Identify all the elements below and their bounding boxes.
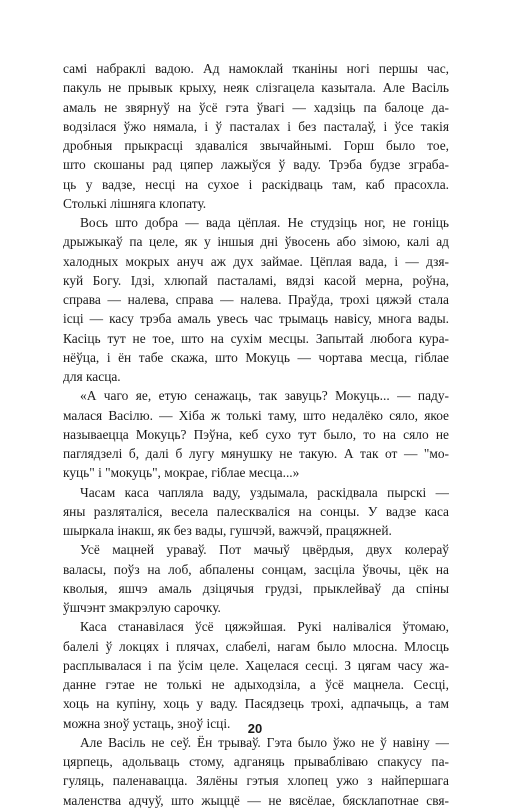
paragraph-7 bbox=[63, 733, 449, 810]
text-line: куй Богу. Ідзі, хлюпай пасталамі, вядзі касой мерна, роўна, bbox=[63, 272, 449, 288]
page-number: 20 bbox=[247, 721, 263, 736]
text-line: пакуль не прывык крыху, неяк слізгацела казытала. Але Васіль bbox=[63, 80, 449, 96]
body-text bbox=[63, 59, 449, 810]
text-line: ць у вадзе, несці на сухое і раскідваць там, каб прасохла. bbox=[63, 176, 449, 192]
paragraph-2 bbox=[63, 213, 449, 386]
paragraph-4 bbox=[63, 483, 449, 541]
paragraph-5 bbox=[63, 540, 449, 617]
text-line: можна зноў устаць, зноў ісці. bbox=[63, 715, 231, 731]
text-line: Але Васіль не сеў. Ён трываў. Гэта было ўжо не ў навіну — bbox=[80, 734, 449, 750]
text-line: называецца Мокуць? Пэўна, кеб сухо тут было, то на сяло не bbox=[63, 426, 449, 442]
text-line: самі набраклі вадою. Ад намоклай тканіны ногі першы час, bbox=[63, 61, 449, 76]
paragraph-1 bbox=[63, 59, 449, 213]
text-line: гуляць, паленавацца. Зялёны гэтыя хлопец ужо з найпершага bbox=[63, 773, 449, 789]
text-line: для касца. bbox=[63, 369, 121, 384]
text-line: водзілася ўжо нямала, і ў пасталах і без пасталаў, і ўсе такія bbox=[63, 118, 449, 134]
text-line: маленства адчуў, што жыццё — не вясёлае, бясклапотнае свя- bbox=[63, 792, 449, 808]
text-line: малася Васілю. — Хіба ж толькі таму, што недалёко сяло, якое bbox=[63, 407, 449, 423]
text-line: Каса станавілася ўсё цяжэйшая. Рукі наліваліся ўтомаю, bbox=[80, 619, 449, 635]
text-line: Часам каса чапляла ваду, уздымала, раскідвала пырскі — bbox=[80, 484, 449, 500]
paragraph-6 bbox=[63, 617, 449, 733]
text-line: «А чаго яе, етую сенажаць, так завуць? Мокуць... — паду- bbox=[80, 388, 449, 404]
text-line: халодных мокрых ануч аж дух займае. Цёплая вада, і — дзя- bbox=[63, 253, 449, 269]
text-line: справа — налева, справа — налева. Праўда, трохі цяжэй стала bbox=[63, 292, 449, 307]
text-line: балелі ў локцях і плячах, слабелі, нагам было млосна. Млосць bbox=[63, 638, 449, 654]
text-line: куць" і "мокуць", мокрае, гіблае месца...» bbox=[63, 465, 300, 481]
text-line: валасы, поўз на лоб, абпалены сонцам, засціла ўвочы, цёк на bbox=[63, 561, 449, 577]
text-line: расплывалася і па ўсім целе. Хацелася сесці. З цягам часу жа- bbox=[63, 657, 449, 673]
text-line: ісці — касу трэба амаль увесь час трымаць навісу, многа вады. bbox=[63, 311, 449, 327]
text-line: паглядзелі б, далі б лугу мянушку не такую. А так от — "мо- bbox=[63, 446, 449, 461]
text-line: што скошаны рад цяпер лажыўся ў ваду. Трэба будзе зграба- bbox=[63, 157, 449, 173]
paragraph-3 bbox=[63, 386, 449, 482]
text-line: Касіць тут не тое, што на сухім месцы. Запытай любога кура- bbox=[63, 330, 449, 346]
text-line: амаль не звярнуў на ўсё гэта ўвагі — хадзіць па балоце да- bbox=[63, 99, 449, 115]
text-line: Усё мацней ураваў. Пот мачыў цвёрдыя, двух колераў bbox=[80, 542, 449, 558]
text-line: хоць на купіну, хоць у ваду. Пасядзець трохі, адпачыць, а там bbox=[63, 696, 449, 712]
text-line: данне гэтае не толькі не адыходзіла, а ўсё мацнела. Сесці, bbox=[63, 677, 449, 692]
text-line: яны разляталіся, весела палескваліся на сонцы. У вадзе каса bbox=[63, 503, 449, 519]
text-line: Вось што добра — вада цёплая. Не студзіць ног, не гоніць bbox=[80, 215, 449, 230]
text-line: Столькі лішняга клопату. bbox=[63, 195, 207, 211]
text-line: шыркала інакш, як без вады, гушчэй, важчэй, працяжней. bbox=[63, 523, 392, 538]
text-line: цярпець, адольваць стому, адганяць прывабліваю спакусу па- bbox=[63, 754, 449, 769]
text-line: дрыжыкаў па целе, як у іншыя дні ўвосень або зімою, калі ад bbox=[63, 234, 449, 250]
text-line: нёўца, і ён табе скажа, што Мокуць — чортава месца, гіблае bbox=[63, 349, 449, 365]
text-line: ўшчэнт змакрэлую сарочку. bbox=[63, 600, 221, 615]
text-line: дробныя прыкрасці здаваліся звычайнымі. Горш было тое, bbox=[63, 138, 449, 153]
text-line: кволыя, яшчэ амаль дзіцячыя грудзі, прыклейваў да спіны bbox=[63, 580, 449, 596]
